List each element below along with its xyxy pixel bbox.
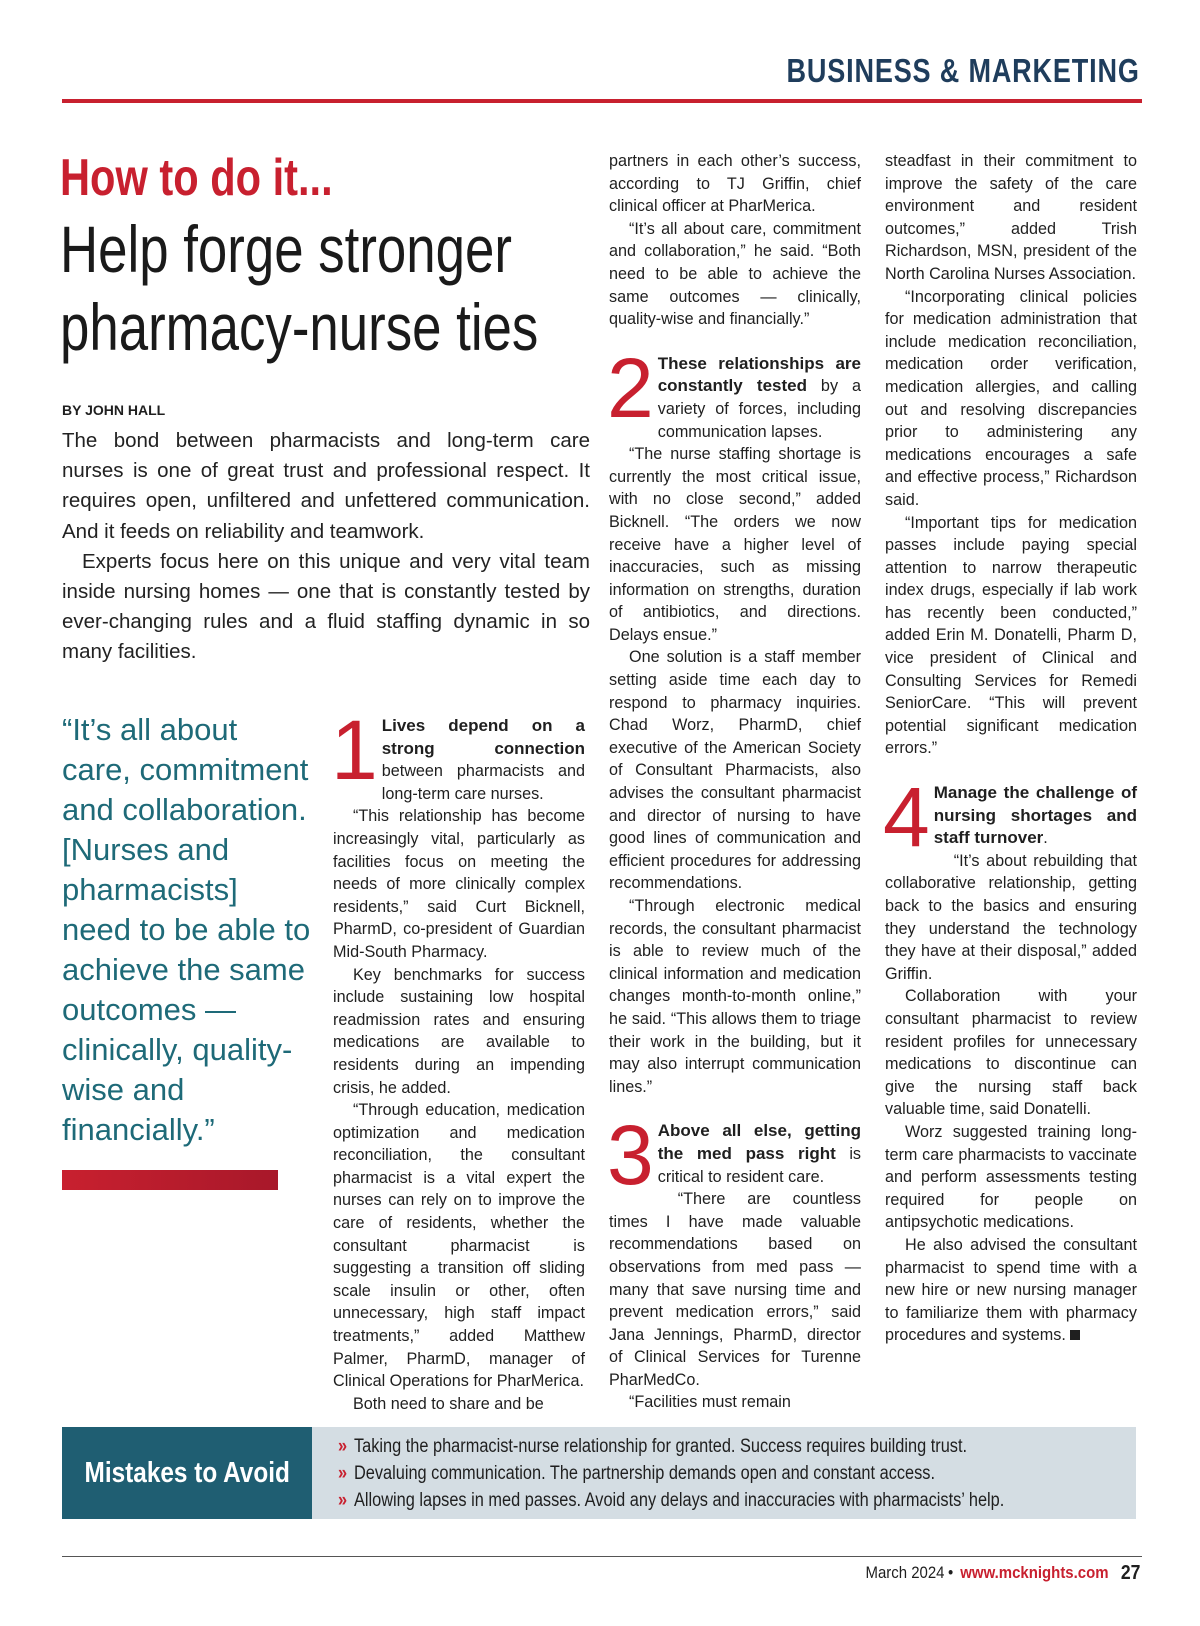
column-2 bbox=[609, 150, 861, 1414]
body-paragraph: Key benchmarks for success include sustaining low hospital readmission rates and ensuring medications are available to residents during an impending crisis, he added. bbox=[333, 965, 585, 1097]
body-paragraph: Worz suggested training long-term care pharmacists to vaccinate and perform assessments testing required for people on antipsychotic medications. bbox=[885, 1122, 1137, 1232]
body-paragraph: Collaboration with your consultant pharmacist to review resident profiles for unnecessary medications to discontinue can give the nursing staff back valuable time, said Donatelli. bbox=[885, 987, 1137, 1119]
body-paragraph: “It’s about rebuilding that collaborative relationship, getting back to the basics and ensuring they understand the technology they have at their disposal,” added Griffin. bbox=[885, 851, 1137, 983]
mistake-text: Taking the pharmacist-nurse relationship for granted. Success requires building trust. bbox=[353, 1436, 968, 1457]
body-paragraph: “Through education, medication optimization and medication reconciliation, the consultant pharmacist is a vital expert the nurses can rely on to improve the care of residents, whether the consultant pharmacist is suggesting a transition off sliding scale insulin or other, often unnecessary, high staff impact treatments,” added Matthew Palmer, PharmD, manager of Clinical Operations for PharMerica. bbox=[333, 1101, 585, 1391]
intro-paragraph: The bond between pharmacists and long-term care nurses is one of great trust and professional respect. It requires open, unfiltered and unfettered communication. And it feeds on reliability and teamwork. bbox=[62, 429, 590, 543]
pull-quote: “It’s all about care, commitment and collaboration. [Nurses and pharmacists] need to be able to achieve the same outcomes — clinically, quality-wise and financially.” bbox=[62, 712, 311, 1147]
footer-rule bbox=[62, 1556, 1142, 1557]
headline bbox=[60, 210, 556, 366]
chevron-right-icon: » bbox=[338, 1436, 348, 1457]
body-paragraph: “Facilities must remain bbox=[629, 1393, 791, 1412]
section-title: BUSINESS & MARKETING bbox=[786, 52, 1140, 89]
body-paragraph: “Incorporating clinical policies for medication administration that include medication reconciliation, medication order verification, medication allergies, and calling out and resolving discrepancies prior to administering any medications encourages a safe and effective process,” Richardson said. bbox=[885, 287, 1137, 509]
mistakes-label-text: Mistakes to Avoid bbox=[84, 1456, 290, 1489]
mistakes-box bbox=[62, 1427, 1136, 1519]
pull-quote-bar bbox=[62, 1170, 278, 1190]
end-square-icon bbox=[1070, 1330, 1080, 1340]
mistake-item bbox=[338, 1433, 1009, 1460]
point-lead-rest: between pharmacists and long-term care nurses. bbox=[381, 762, 585, 803]
point-number: 2 bbox=[607, 340, 654, 435]
body-paragraph: One solution is a staff member setting aside time each day to respond to pharmacy inquiries. Chad Worz, PharmD, chief executive of the American Society of Consultant Pharmacists, also advises the consultant pharmacist and director of nursing to have good lines of communication and efficient procedures for addressing recommendations. bbox=[609, 648, 861, 893]
body-paragraph: Both need to share and be bbox=[353, 1394, 544, 1413]
page-footer bbox=[865, 1558, 1140, 1588]
body-paragraph: steadfast in their commitment to improve the safety of the care environment and resident outcomes,” added Trish Richardson, MSN, president of the North Carolina Nurses Association. bbox=[885, 152, 1137, 283]
point-1 bbox=[331, 703, 585, 805]
point-number: 1 bbox=[331, 703, 378, 797]
point-lead-bold: Manage the challenge of nursing shortages and staff turnover bbox=[933, 783, 1137, 848]
byline: BY JOHN HALL bbox=[62, 402, 166, 418]
point-2 bbox=[607, 340, 861, 443]
body-paragraph: partners in each other’s success, according to TJ Griffin, chief clinical officer at PharMerica. bbox=[609, 152, 861, 216]
body-paragraph-text: He also advised the consultant pharmacist to spend time with a new hire or new nursing manager to familiarize them with pharmacy procedures and systems. bbox=[885, 1235, 1137, 1345]
mistake-item bbox=[338, 1460, 1009, 1487]
intro bbox=[62, 426, 590, 668]
mistake-text: Allowing lapses in med passes. Avoid any delays and inaccuracies with pharmacists’ help. bbox=[353, 1490, 1005, 1511]
column-1 bbox=[331, 703, 585, 1415]
body-paragraph: “Through electronic medical records, the consultant pharmacist is able to review much of the clinical information and medication changes month-to-month online,” he said. “This allows them to triage their work in the building, but it may also interrupt communication lines.” bbox=[609, 897, 861, 1096]
mistakes-label bbox=[62, 1427, 312, 1519]
chevron-right-icon: » bbox=[338, 1463, 348, 1484]
headline-line-1: Help forge stronger bbox=[60, 212, 512, 286]
body-paragraph: “There are countless times I have made valuable recommendations based on observations from med pass — many that save nursing time and prevent medication errors,” said Jana Jennings, PharmD, director of Clinical Services for Turenne PharMedCo. bbox=[609, 1190, 861, 1389]
point-lead-bold: Lives depend on a strong connection bbox=[381, 716, 585, 758]
point-lead-bold: Above all else, getting the med pass right bbox=[657, 1121, 861, 1163]
point-3 bbox=[607, 1108, 862, 1203]
chevron-right-icon: » bbox=[338, 1490, 348, 1511]
column-3 bbox=[885, 150, 1137, 1347]
page-number: 27 bbox=[1120, 1561, 1140, 1584]
footer-url-link[interactable]: www.mcknights.com bbox=[959, 1563, 1109, 1582]
point-lead-bold: These relationships are constantly tested bbox=[657, 353, 861, 396]
point-lead-rest: by a variety of forces, including communication lapses. bbox=[657, 377, 861, 441]
body-paragraph: “The nurse staffing shortage is currently the most critical issue, with no close second,” added Bicknell. “The orders we now receive have a higher level of inaccuracies, such as missing information on strengths, duration of antibiotics, and directions. Delays ensue.” bbox=[609, 445, 861, 644]
intro-paragraph: Experts focus here on this unique and very vital team inside nursing homes — one that is constantly tested by ever-changing rules and a fluid staffing dynamic in so many facilities. bbox=[62, 549, 590, 664]
mistake-item bbox=[338, 1487, 1009, 1514]
footer-date: March 2024 bbox=[865, 1563, 945, 1582]
point-4 bbox=[883, 770, 1137, 865]
point-number: 4 bbox=[883, 770, 930, 865]
body-paragraph: “It’s all about care, commitment and collaboration,” he said. “Both need to be able to achieve the same outcomes — clinically, quality-wise and financially.” bbox=[609, 219, 861, 329]
point-lead-rest: . bbox=[1043, 829, 1048, 848]
point-lead-rest: is critical to resident care. bbox=[657, 1144, 862, 1186]
header-rule bbox=[62, 99, 1142, 103]
body-paragraph: “This relationship has become increasingly vital, particularly as facilities focus on meeting the needs of more clinically complex residents,” said Curt Bicknell, PharmD, co-president of Guardian Mid-South Pharmacy. bbox=[333, 807, 585, 961]
mistakes-list bbox=[338, 1433, 1118, 1514]
footer-separator: • bbox=[947, 1563, 953, 1582]
point-number: 3 bbox=[607, 1108, 654, 1203]
headline-line-2: pharmacy-nurse ties bbox=[60, 290, 539, 364]
body-paragraph: “Important tips for medication passes include paying special attention to narrow therapeutic index drugs, especially if lab work has recently been conducted,” added Erin M. Donatelli, Pharm D, vice president of Clinical and Consulting Services for Remedi SeniorCare. “This will prevent potential significant medication errors.” bbox=[885, 513, 1137, 758]
headline-kicker: How to do it... bbox=[60, 149, 333, 207]
body-paragraph-last bbox=[885, 1234, 1137, 1347]
mistake-text: Devaluing communication. The partnership demands open and constant access. bbox=[353, 1463, 936, 1484]
